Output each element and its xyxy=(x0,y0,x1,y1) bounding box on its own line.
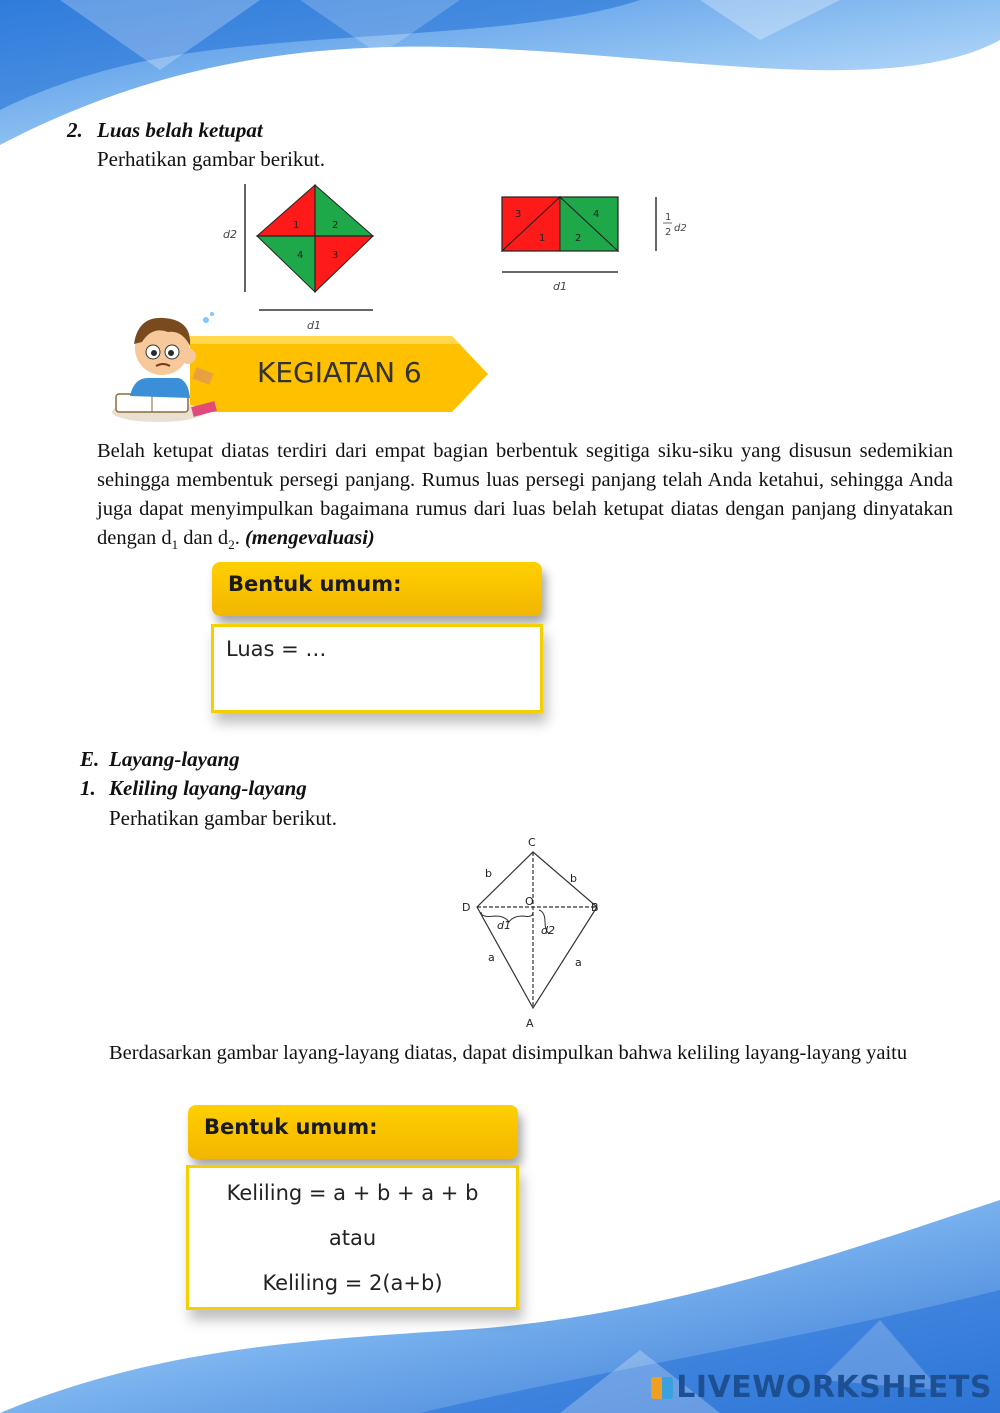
kite-diagonal-d2: d2 xyxy=(541,924,555,937)
kite-vertex-b: B xyxy=(591,901,599,914)
banner-title: KEGIATAN 6 xyxy=(257,356,422,389)
student-illustration xyxy=(108,308,228,428)
watermark-text: LIVEWORKSHEETS xyxy=(676,1370,992,1405)
paragraph-1-text: Belah ketupat diatas terdiri dari empat bagian berbentuk segitiga siku-siku yang disusun sedemikian sehingga membentuk persegi panjang. Rumus luas persegi panjang telah Anda ketahui, sehingga Anda juga dapat menyimpulkan bagaimana rumus dari luas belah ketupat diatas dengan panjang dinyatakan dengan d xyxy=(97,440,953,549)
paragraph-kite-conclusion: Berdasarkan gambar layang-layang diatas, dapat disimpulkan bahwa keliling layang-layang yaitu xyxy=(109,1042,908,1064)
rhombus-label-3: 3 xyxy=(332,250,339,261)
liveworksheets-watermark xyxy=(651,1370,992,1405)
kite-side-b-right: b xyxy=(570,872,577,885)
liveworksheets-logo-icon xyxy=(651,1377,673,1399)
paragraph-1-sub2: 2 xyxy=(228,537,235,553)
section-2-title: Luas belah ketupat xyxy=(97,118,263,142)
rect-label-2: 2 xyxy=(575,233,582,244)
box-2-header xyxy=(188,1105,518,1159)
kite-side-a-right: a xyxy=(575,956,582,969)
kite-figure xyxy=(455,830,615,1035)
formula-or: atau xyxy=(328,1226,377,1250)
half-numerator: 1 xyxy=(665,212,672,223)
rhombus-label-2: 2 xyxy=(332,220,339,231)
kite-vertex-o: O xyxy=(525,895,534,908)
rhombus-label-4: 4 xyxy=(297,250,304,261)
section-e-title: Layang-layang xyxy=(109,747,240,771)
d1-label: d1 xyxy=(307,319,321,332)
kite-outline xyxy=(477,852,597,1008)
kite-diagonal-d1: d1 xyxy=(497,919,511,932)
paragraph-1-and: dan d xyxy=(178,527,229,549)
rhombus-piece-2 xyxy=(315,185,373,236)
kite-vertex-d: D xyxy=(462,901,471,914)
rhombus-label-1: 1 xyxy=(293,220,300,231)
paragraph-1-sub1: 1 xyxy=(171,537,179,553)
kite-side-b-left: b xyxy=(485,867,492,880)
paragraph-1-period: . xyxy=(234,527,245,549)
box-1-header-text: Bentuk umum: xyxy=(228,572,402,596)
box-1-answer-text: Luas = … xyxy=(226,637,327,661)
rect-d1-label: d1 xyxy=(553,280,567,293)
rhombus-piece-1 xyxy=(257,185,315,236)
section-2-intro: Perhatikan gambar berikut. xyxy=(97,147,326,171)
section-e1-title: Keliling layang-layang xyxy=(109,776,307,800)
formula-perimeter-sum: Keliling = a + b + a + b xyxy=(226,1181,479,1205)
paragraph-rhombus-explanation xyxy=(97,437,953,559)
kite-vertex-a: A xyxy=(526,1017,534,1030)
rhombus-piece-4 xyxy=(257,236,315,292)
d2-label: d2 xyxy=(223,228,237,241)
section-e-number: E. xyxy=(80,747,100,771)
rect-label-4: 4 xyxy=(593,209,600,220)
formula-perimeter-factored: Keliling = 2(a+b) xyxy=(262,1271,443,1295)
box-2-answer-area xyxy=(186,1165,519,1310)
section-2-number: 2. xyxy=(67,118,83,142)
rect-label-1: 1 xyxy=(539,233,546,244)
section-e1-number: 1. xyxy=(80,776,96,800)
box-1-answer-area[interactable] xyxy=(211,624,543,713)
section-e-intro: Perhatikan gambar berikut. xyxy=(109,806,338,830)
half-d2-label: d2 xyxy=(674,223,687,234)
kite-vertex-c: C xyxy=(528,836,536,849)
half-denominator: 2 xyxy=(665,227,672,238)
rectangle-figure xyxy=(495,190,695,300)
rhombus-piece-3 xyxy=(315,236,373,292)
rhombus-figure xyxy=(215,178,385,338)
rect-label-3: 3 xyxy=(515,209,522,220)
box-2-header-text: Bentuk umum: xyxy=(204,1115,378,1139)
kite-side-a-left: a xyxy=(488,951,495,964)
box-1-header xyxy=(212,562,542,616)
paragraph-1-emphasis: (mengevaluasi) xyxy=(244,527,375,549)
